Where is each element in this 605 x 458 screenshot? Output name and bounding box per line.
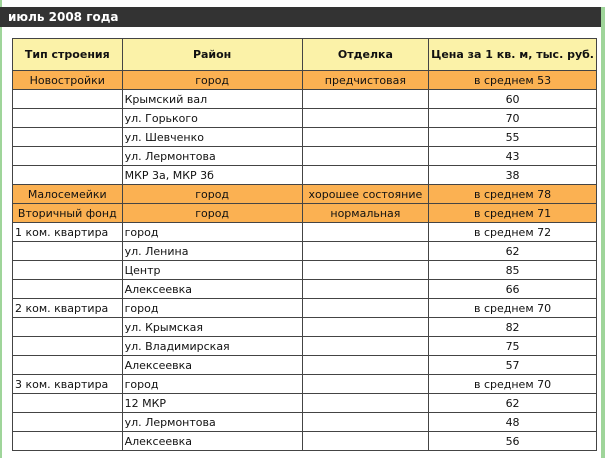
cell-finish: нормальная: [302, 204, 428, 223]
cell-price: 57: [429, 356, 597, 375]
cell-finish: [302, 299, 428, 318]
cell-finish: [302, 375, 428, 394]
cell-price: 43: [429, 147, 597, 166]
cell-price: в среднем 72: [429, 223, 597, 242]
table-row: [13, 147, 597, 166]
table-row: [13, 128, 597, 147]
section-title: июль 2008 года: [0, 7, 605, 27]
column-header-type: Тип строения: [13, 39, 123, 71]
table-row: [13, 375, 597, 394]
cell-district: город: [122, 71, 302, 90]
cell-district: ул. Ленина: [122, 242, 302, 261]
cell-district: ул. Горького: [122, 109, 302, 128]
cell-district: ул. Шевченко: [122, 128, 302, 147]
column-header-finish: Отделка: [302, 39, 428, 71]
cell-type: [13, 261, 123, 280]
cell-finish: [302, 109, 428, 128]
table-row: [13, 109, 597, 128]
cell-type: [13, 242, 123, 261]
cell-type: 2 ком. квартира: [13, 299, 123, 318]
cell-price: в среднем 78: [429, 185, 597, 204]
table-row: [13, 242, 597, 261]
cell-type: [13, 109, 123, 128]
cell-district: город: [122, 185, 302, 204]
cell-district: Центр: [122, 261, 302, 280]
cell-price: в среднем 70: [429, 299, 597, 318]
table-row: [13, 356, 597, 375]
cell-price: 55: [429, 128, 597, 147]
cell-finish: [302, 394, 428, 413]
table-row: [13, 223, 597, 242]
cell-type: Вторичный фонд: [13, 204, 123, 223]
cell-price: в среднем 70: [429, 375, 597, 394]
cell-district: ул. Лермонтова: [122, 413, 302, 432]
cell-district: ул. Крымская: [122, 318, 302, 337]
cell-district: Крымский вал: [122, 90, 302, 109]
cell-type: 3 ком. квартира: [13, 375, 123, 394]
table-row: [13, 90, 597, 109]
cell-type: Новостройки: [13, 71, 123, 90]
cell-type: [13, 356, 123, 375]
cell-price: 60: [429, 90, 597, 109]
cell-district: Алексеевка: [122, 280, 302, 299]
column-header-price: Цена за 1 кв. м, тыс. руб.: [429, 39, 597, 71]
table-row: [13, 337, 597, 356]
table-row: [13, 394, 597, 413]
table-row: [13, 185, 597, 204]
cell-district: город: [122, 299, 302, 318]
cell-finish: [302, 432, 428, 451]
table-row: [13, 166, 597, 185]
cell-finish: [302, 223, 428, 242]
frame-right-border: [601, 27, 605, 458]
cell-price: 62: [429, 394, 597, 413]
cell-type: [13, 166, 123, 185]
cell-finish: [302, 128, 428, 147]
cell-finish: [302, 337, 428, 356]
cell-type: [13, 432, 123, 451]
cell-type: Малосемейки: [13, 185, 123, 204]
cell-district: Алексеевка: [122, 432, 302, 451]
cell-price: 66: [429, 280, 597, 299]
cell-type: [13, 147, 123, 166]
cell-finish: [302, 356, 428, 375]
cell-price: 48: [429, 413, 597, 432]
table-row: [13, 71, 597, 90]
table-row: [13, 280, 597, 299]
table-row: [13, 299, 597, 318]
cell-finish: [302, 318, 428, 337]
cell-finish: [302, 166, 428, 185]
table-header-row: [13, 39, 597, 71]
table-row: [13, 432, 597, 451]
table-row: [13, 318, 597, 337]
cell-type: [13, 128, 123, 147]
cell-district: ул. Владимирская: [122, 337, 302, 356]
cell-finish: [302, 280, 428, 299]
cell-price: 82: [429, 318, 597, 337]
cell-price: в среднем 71: [429, 204, 597, 223]
cell-finish: [302, 261, 428, 280]
cell-price: 56: [429, 432, 597, 451]
table-body: [13, 71, 597, 451]
cell-finish: [302, 90, 428, 109]
cell-district: ул. Лермонтова: [122, 147, 302, 166]
cell-price: 85: [429, 261, 597, 280]
cell-type: [13, 90, 123, 109]
cell-type: [13, 337, 123, 356]
table-row: [13, 204, 597, 223]
cell-district: МКР 3а, МКР 3б: [122, 166, 302, 185]
cell-price: 62: [429, 242, 597, 261]
cell-finish: хорошее состояние: [302, 185, 428, 204]
cell-district: город: [122, 204, 302, 223]
cell-finish: [302, 147, 428, 166]
cell-type: 1 ком. квартира: [13, 223, 123, 242]
cell-district: 12 МКР: [122, 394, 302, 413]
cell-type: [13, 280, 123, 299]
cell-type: [13, 394, 123, 413]
cell-price: 70: [429, 109, 597, 128]
cell-district: город: [122, 223, 302, 242]
cell-district: город: [122, 375, 302, 394]
cell-type: [13, 318, 123, 337]
cell-type: [13, 413, 123, 432]
column-header-district: Район: [122, 39, 302, 71]
table-row: [13, 261, 597, 280]
cell-district: Алексеевка: [122, 356, 302, 375]
cell-price: 38: [429, 166, 597, 185]
cell-finish: [302, 413, 428, 432]
cell-finish: предчистовая: [302, 71, 428, 90]
price-table: [12, 38, 597, 451]
table-row: [13, 413, 597, 432]
cell-price: 75: [429, 337, 597, 356]
cell-finish: [302, 242, 428, 261]
cell-price: в среднем 53: [429, 71, 597, 90]
